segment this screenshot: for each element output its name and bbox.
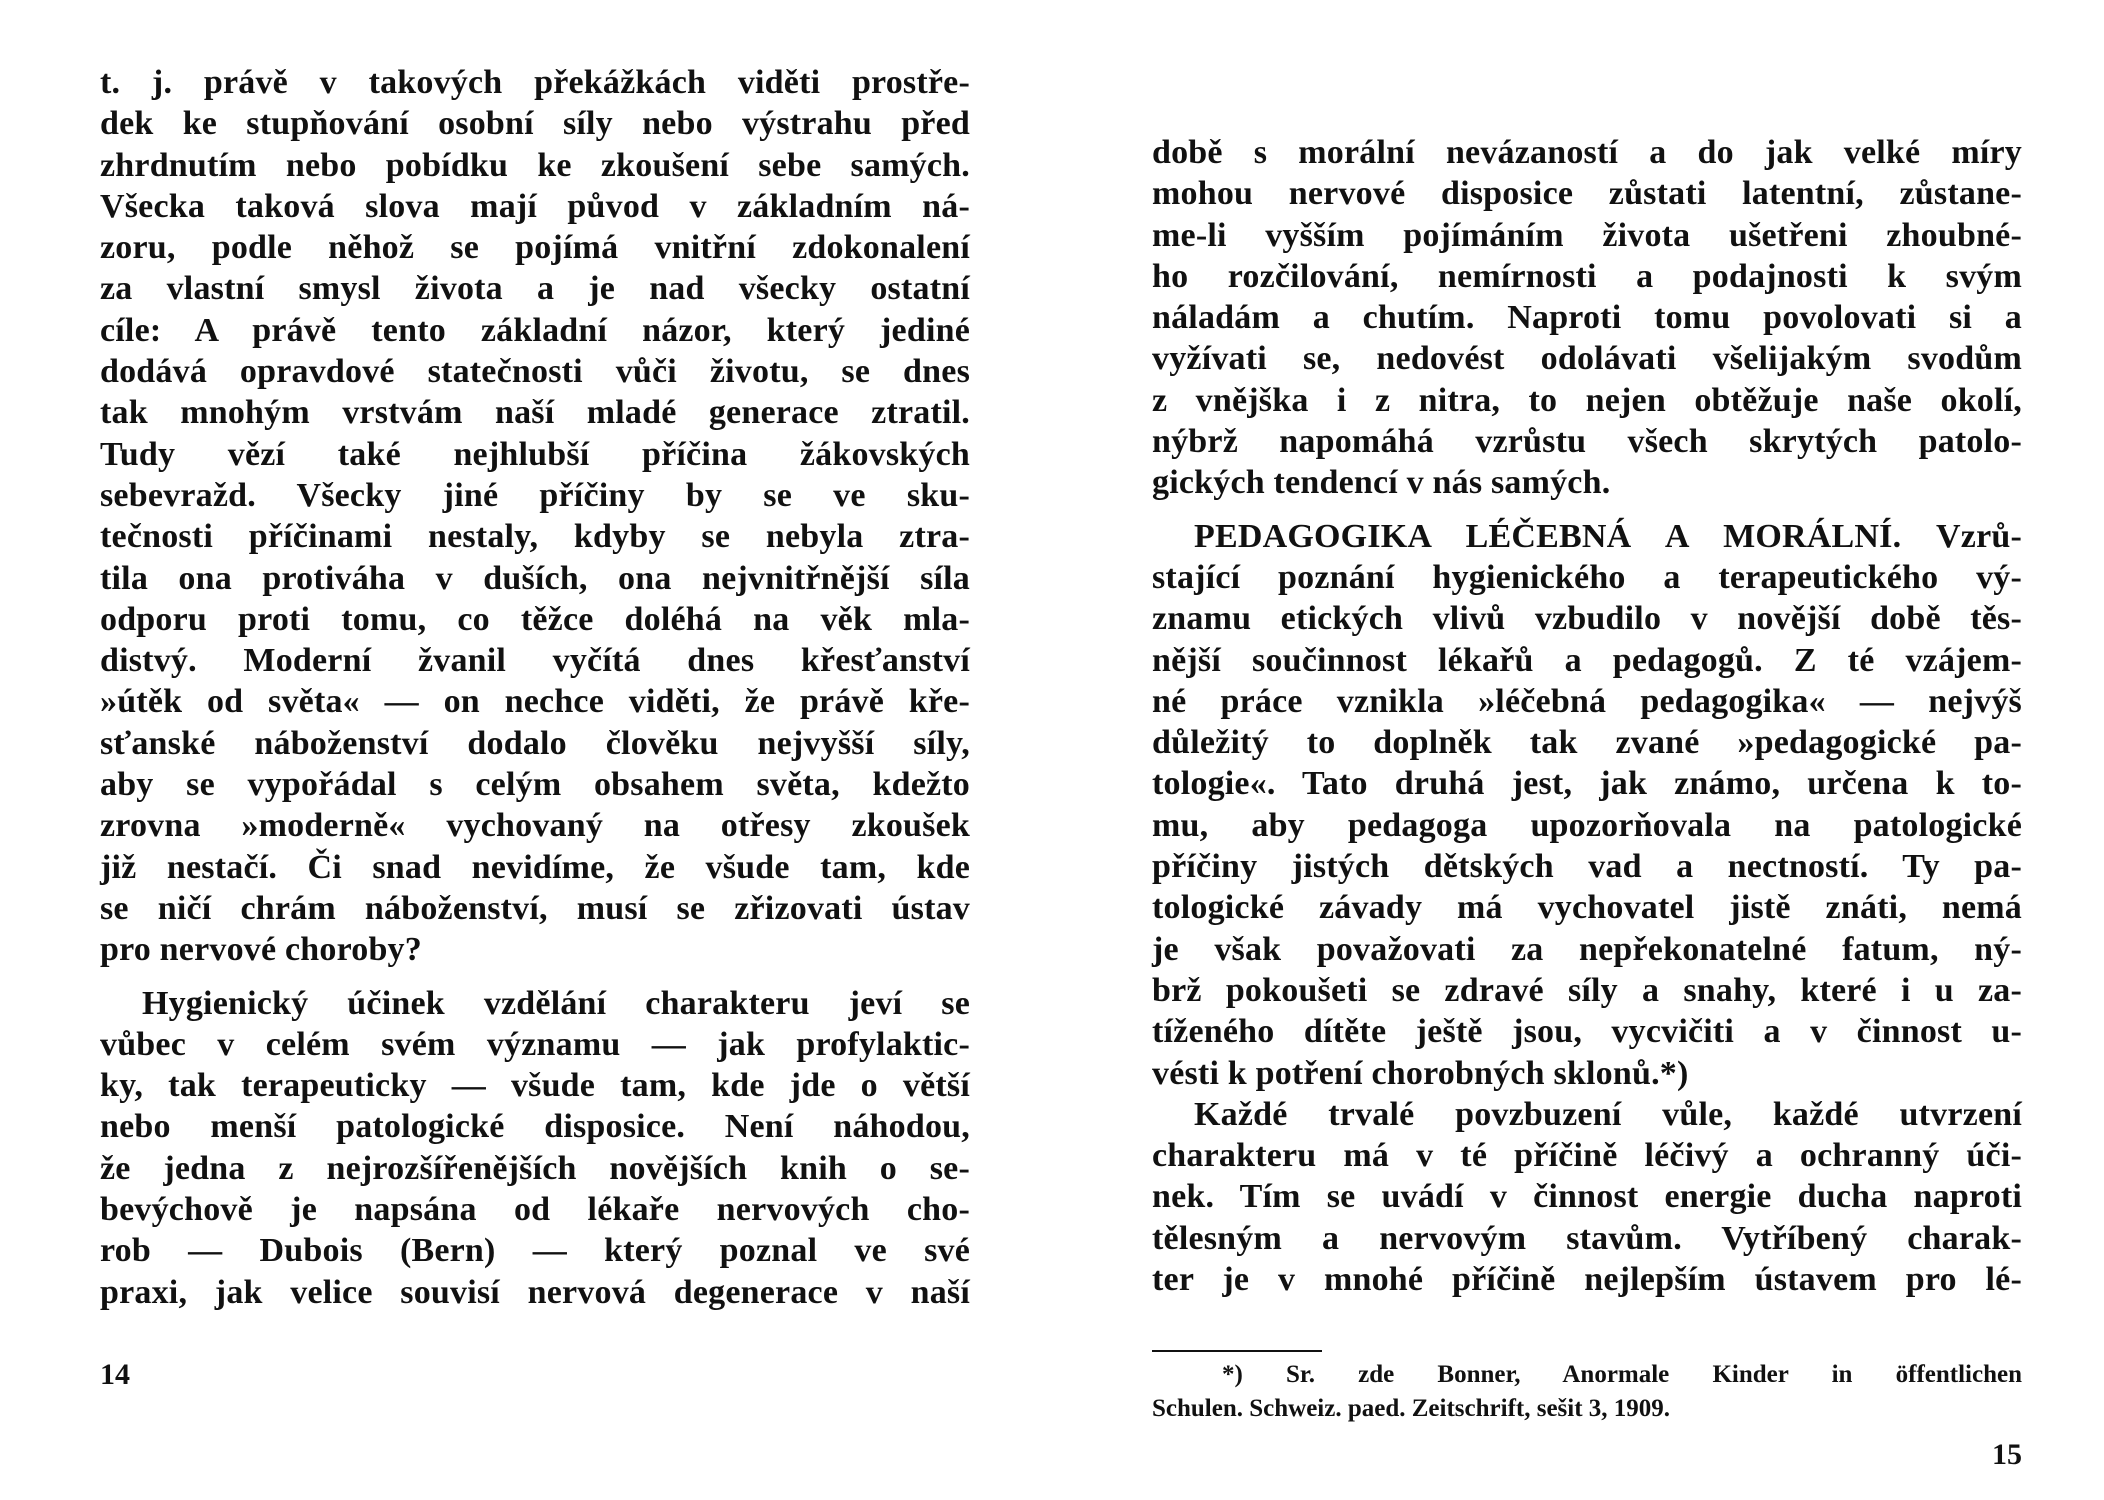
text-line: tíženého dítěte ještě jsou, vycvičiti a v činnost u- [1152,1013,2022,1051]
section-heading-line: PEDAGOGIKA LÉČEBNÁ A MORÁLNÍ. Vzrů- [1194,517,2022,555]
text-line: z vnějška i z nitra, to nejen obtěžuje naše okolí, [1152,381,2022,419]
text-line: zhrdnutím nebo pobídku ke zkoušení sebe samých. [100,146,970,184]
text-line: tak mnohým vrstvám naší mladé generace ztratil. [100,394,970,432]
text-line: sťanské náboženství dodalo člověku nejvyšší síly, [100,724,970,762]
text-line: se ničí chrám náboženství, musí se zřizovati ústav [100,889,970,927]
text-line: brž pokoušeti se zdravé síly a snahy, které i u za- [1152,971,2022,1009]
text-line: Každé trvalé povzbuzení vůle, každé utvrzení [1194,1095,2022,1133]
text-line: vůbec v celém svém významu — jak profylaktic- [100,1025,970,1063]
text-line: tologické závady má vychovatel jistě znáti, nemá [1152,889,2022,927]
text-line: ter je v mnohé příčině nejlepším ústavem pro lé- [1152,1261,2022,1299]
text-line: tělesným a nervovým stavům. Vytříbený charak- [1152,1219,2022,1257]
page-number: 15 [1992,1438,2022,1471]
text-line: sebevražd. Všecky jiné příčiny by se ve sku- [100,476,970,514]
footnote [1152,1358,2022,1426]
text-line: zoru, podle něhož se pojímá vnitřní zdokonalení [100,229,970,267]
page-number: 14 [100,1358,130,1391]
text-line: odporu proti tomu, co těžce doléhá na věk mla- [100,600,970,638]
paragraph-gap [1152,504,2022,516]
text-line: charakteru má v té příčině léčivý a ochranný úči- [1152,1137,2022,1175]
text-line: nější součinnost lékařů a pedagogů. Z té vzájem- [1152,641,2022,679]
text-line: ho rozčilování, nemírnosti a podajnosti k svým [1152,257,2022,295]
text-line: stající poznání hygienického a terapeutického vý- [1152,558,2022,596]
text-line: rob — Dubois (Bern) — který poznal ve své [100,1232,970,1270]
text-line: příčiny jistých dětských vad a nectností. Ty pa- [1152,848,2022,886]
text-line: bevýchově je napsána od lékaře nervových cho- [100,1191,970,1229]
text-line: je však považovati za nepřekonatelné fatum, ný- [1152,930,2022,968]
text-line: dek ke stupňování osobní síly nebo výstrahu před [100,105,970,143]
footnote-rule [1152,1350,1322,1352]
text-line: tečnosti příčinami nestaly, kdyby se nebyla ztra- [100,518,970,556]
footnote-line: Schulen. Schweiz. paed. Zeitschrift, sešit 3, 1909. [1152,1395,1671,1422]
text-line: vésti k potření chorobných sklonů.*) [1152,1054,1689,1092]
text-line: nek. Tím se uvádí v činnost energie ducha naproti [1152,1178,2022,1216]
right-page [1052,0,2104,1500]
text-line: vyžívati se, nedovést odolávati všelijakým svodům [1152,340,2022,378]
text-line: tila ona protiváha v duších, ona nejvnitřnější síla [100,559,970,597]
text-line: dodává opravdové statečnosti vůči životu, se dnes [100,353,970,391]
text-line: zrovna »moderně« vychovaný na otřesy zkoušek [100,807,970,845]
text-line: mohou nervové disposice zůstati latentní, zůstane- [1152,175,2022,213]
left-page-body [100,62,970,1313]
text-line: distvý. Moderní žvanil vyčítá dnes křesťanství [100,642,970,680]
text-line: praxi, jak velice souvisí nervová degenerace v naší [100,1273,970,1311]
footnote-line: *) Sr. zde Bonner, Anormale Kinder in öffentlichen [1222,1361,2022,1388]
text-line: nebo menší patologické disposice. Není náhodou, [100,1108,970,1146]
text-line: Všecka taková slova mají původ v základním ná- [100,187,970,225]
right-page-body [1152,132,2022,1300]
text-line: Tudy vězí také nejhlubší příčina žákovských [100,435,970,473]
text-line: pro nervové choroby? [100,931,422,969]
text-line: mu, aby pedagoga upozorňovala na patologické [1152,806,2022,844]
text-line: cíle: A právě tento základní názor, který jediné [100,311,970,349]
paragraph-gap [100,971,970,983]
text-line: důležitý to doplněk tak zvané »pedagogické pa- [1152,724,2022,762]
text-line: náladám a chutím. Naproti tomu povolovati si a [1152,299,2022,337]
text-line: nýbrž napomáhá vzrůstu všech skrytých patolo- [1152,423,2022,461]
text-line: né práce vznikla »léčebná pedagogika« — nejvýš [1152,682,2022,720]
text-line: Hygienický účinek vzdělání charakteru jeví se [142,984,970,1022]
text-line: již nestačí. Či snad nevidíme, že všude tam, kde [100,848,970,886]
text-line: tologie«. Tato druhá jest, jak známo, určena k to- [1152,765,2022,803]
text-line: době s morální nevázaností a do jak velké míry [1152,134,2022,171]
text-line: za vlastní smysl života a je nad všecky ostatní [100,270,970,308]
text-line: gických tendencí v nás samých. [1152,464,1611,502]
text-line: me-li vyšším pojímáním života ušetřeni zhoubné- [1152,216,2022,254]
text-line: »útěk od světa« — on nechce viděti, že právě kře- [100,683,970,721]
text-line: aby se vypořádal s celým obsahem světa, kdežto [100,766,970,804]
text-line: znamu etických vlivů vzbudilo v novější době těs- [1152,600,2022,638]
text-line: že jedna z nejrozšířenějších novějších knih o se- [100,1149,970,1187]
text-line: ky, tak terapeuticky — všude tam, kde jde o větší [100,1067,970,1105]
text-line: t. j. právě v takových překážkách viděti prostře- [100,64,970,101]
